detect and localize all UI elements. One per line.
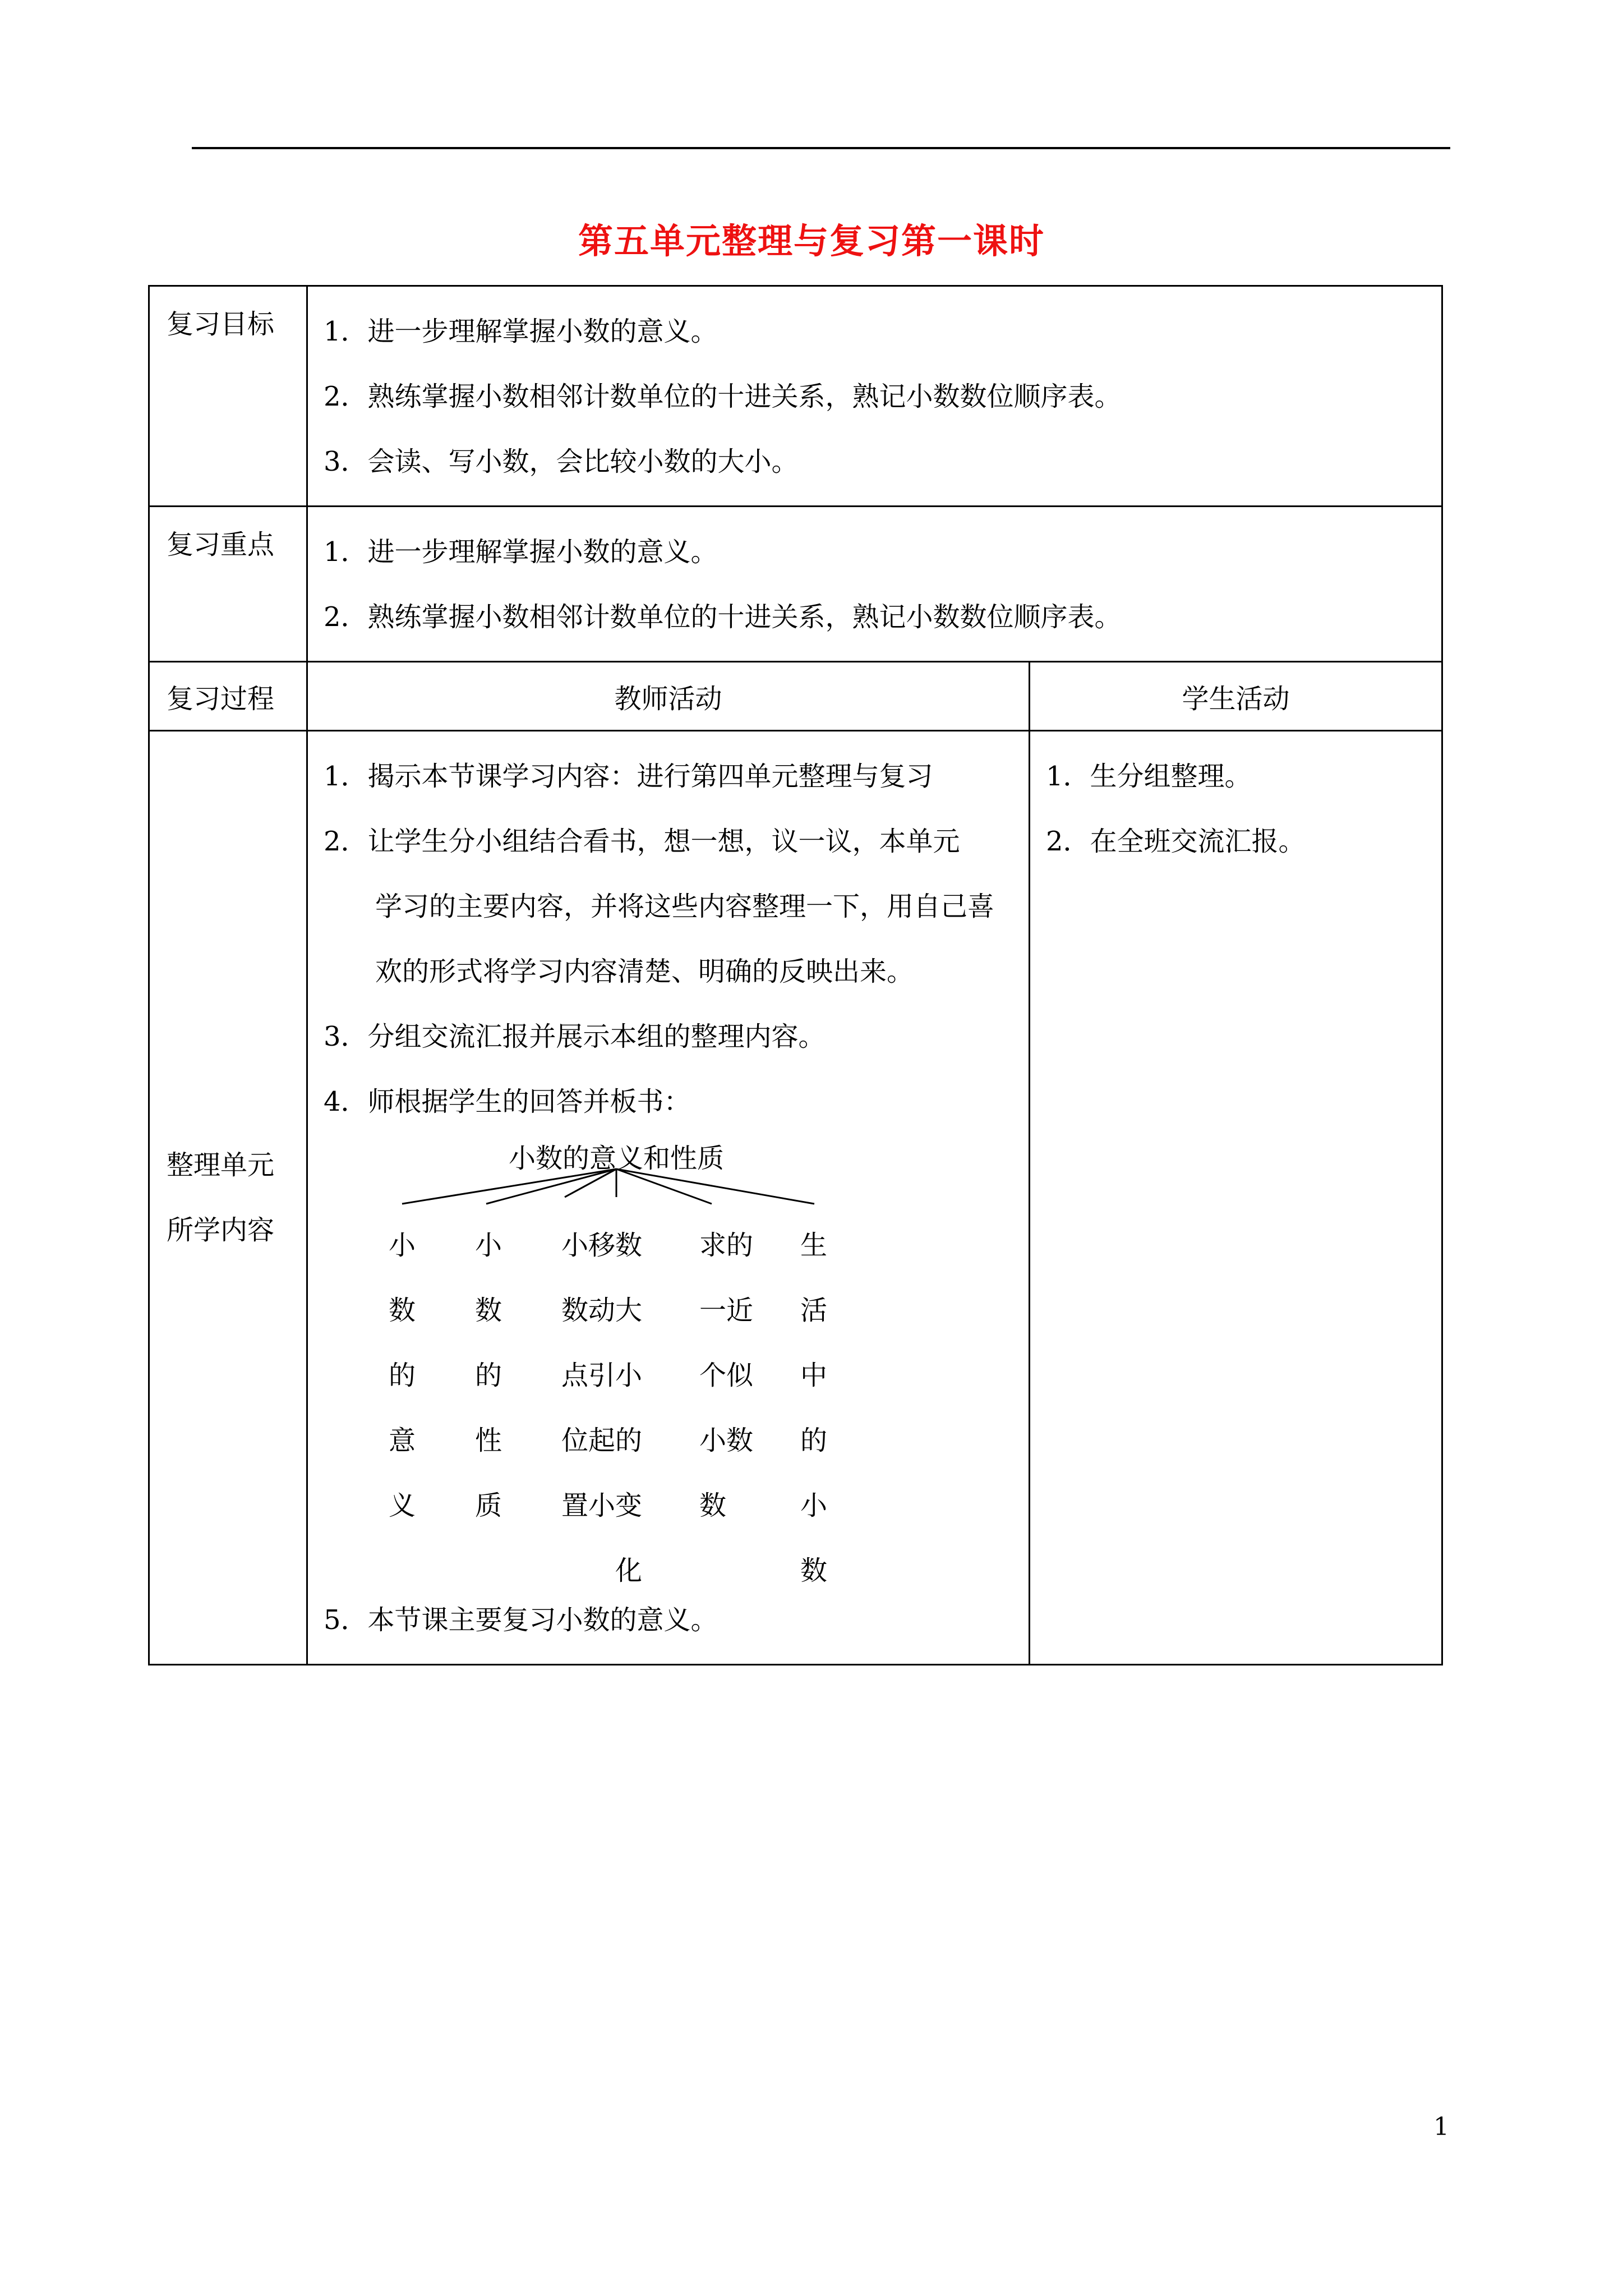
branch-char: 一近 — [699, 1295, 754, 1326]
student-item-1: 1．生分组整理。 — [1046, 761, 1252, 792]
branch-char: 生 — [800, 1230, 828, 1261]
branch-char: 的 — [389, 1360, 416, 1391]
teacher-item-1: 1．揭示本节课学习内容：进行第四单元整理与复习 — [324, 761, 933, 792]
branch-char: 意 — [389, 1425, 416, 1456]
teacher-item-2: 2．让学生分小组结合看书，想一想，议一议，本单元 — [324, 826, 960, 857]
focus-item: 2．熟练掌握小数相邻计数单位的十进关系，熟记小数数位顺序表。 — [324, 601, 1122, 633]
goals-row — [149, 286, 1442, 507]
teacher-activity-cell — [307, 731, 1030, 1665]
teacher-item-3: 3．分组交流汇报并展示本组的整理内容。 — [324, 1021, 826, 1052]
branch-line — [616, 1169, 712, 1204]
diagram-branch-1 — [389, 1213, 462, 1538]
page-number: 1 — [1433, 2113, 1449, 2141]
diagram-branch-lines — [324, 1134, 884, 1213]
branch-char: 小 — [800, 1490, 828, 1521]
student-item-2: 2．在全班交流汇报。 — [1046, 826, 1306, 857]
branch-char: 活 — [800, 1295, 828, 1326]
process-label: 复习过程 — [149, 662, 307, 731]
teacher-item-4: 4．师根据学生的回答并板书： — [324, 1086, 691, 1117]
branch-char: 置小变 — [561, 1490, 643, 1521]
branch-char: 数 — [800, 1555, 828, 1586]
focus-item: 1．进一步理解掌握小数的意义。 — [324, 536, 718, 568]
branch-char: 数 — [475, 1295, 502, 1326]
branch-char: 小 — [389, 1230, 416, 1261]
teacher-item-2-cont: 学习的主要内容，并将这些内容整理一下，用自己喜 — [375, 891, 995, 922]
student-activity-cell — [1030, 731, 1442, 1665]
goals-items — [307, 286, 1442, 507]
branch-char: 数动大 — [561, 1295, 643, 1326]
goal-item: 3．会读、写小数，会比较小数的大小。 — [324, 446, 799, 477]
branch-char: 化 — [561, 1555, 643, 1586]
branch-char: 小 — [475, 1230, 502, 1261]
branch-char: 中 — [800, 1360, 828, 1391]
branch-char: 小数 — [699, 1425, 754, 1456]
branch-char: 性 — [475, 1425, 502, 1456]
diagram-branch-3 — [561, 1213, 674, 1603]
teacher-activity-header: 教师活动 — [307, 662, 1030, 731]
header-rule — [192, 147, 1450, 149]
branch-char: 的 — [475, 1360, 502, 1391]
branch-char: 的 — [800, 1425, 828, 1456]
main-label — [149, 731, 307, 1665]
branch-char: 质 — [475, 1490, 502, 1521]
diagram-branch-2 — [475, 1213, 548, 1538]
process-header-row — [149, 662, 1442, 731]
main-label-line: 整理单元 — [167, 1149, 275, 1181]
branch-char: 小移数 — [561, 1230, 643, 1261]
diagram-branch-4 — [699, 1213, 783, 1538]
focus-items — [307, 507, 1442, 662]
branch-char: 位起的 — [561, 1425, 643, 1456]
diagram-branch-5 — [800, 1213, 873, 1603]
student-activity-header: 学生活动 — [1030, 662, 1442, 731]
focus-row — [149, 507, 1442, 662]
branch-char: 点引小 — [561, 1360, 643, 1391]
lesson-plan-table — [148, 285, 1443, 1665]
teacher-item-5: 5．本节课主要复习小数的意义。 — [324, 1604, 718, 1636]
branch-char: 义 — [389, 1490, 416, 1521]
focus-label: 复习重点 — [149, 507, 307, 662]
teacher-item-2-cont: 欢的形式将学习内容清楚、明确的反映出来。 — [375, 956, 914, 987]
diagram-root-label: 小数的意义和性质 — [509, 1143, 725, 1174]
branch-char: 数 — [699, 1490, 727, 1521]
branch-char: 个似 — [699, 1360, 754, 1391]
goals-label: 复习目标 — [149, 286, 307, 507]
main-label-line: 所学内容 — [167, 1214, 275, 1246]
goal-item: 2．熟练掌握小数相邻计数单位的十进关系，熟记小数数位顺序表。 — [324, 381, 1122, 412]
main-content-row — [149, 731, 1442, 1665]
branch-char: 数 — [389, 1295, 416, 1326]
branch-char: 求的 — [699, 1230, 754, 1261]
board-diagram — [324, 1134, 884, 1588]
goal-item: 1．进一步理解掌握小数的意义。 — [324, 316, 718, 347]
branch-line — [616, 1169, 814, 1204]
document-title: 第五单元整理与复习第一课时 — [578, 220, 1045, 261]
